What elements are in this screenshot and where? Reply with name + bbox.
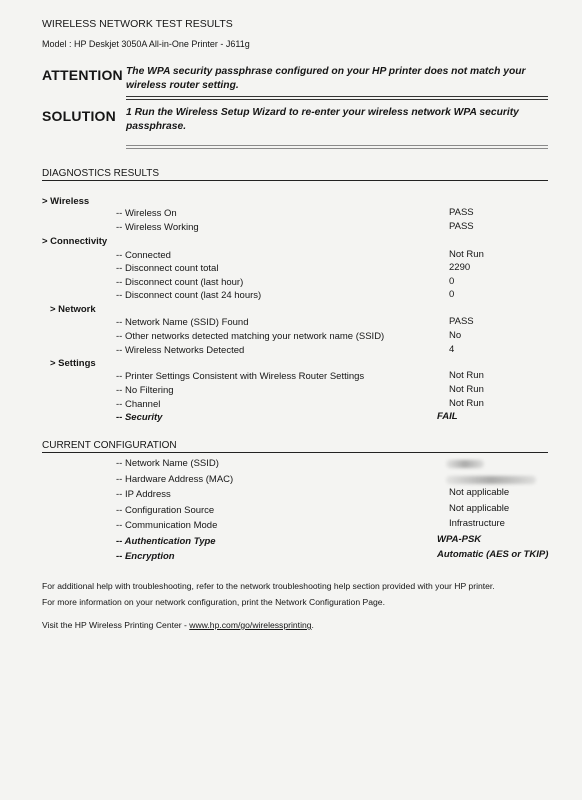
config-page-note: For more information on your network configuration, print the Network Configuration Page. xyxy=(42,597,385,607)
visit-prefix: Visit the HP Wireless Printing Center - xyxy=(42,620,190,630)
test-item-name: -- Wireless Networks Detected xyxy=(116,345,245,356)
test-item-name: -- Disconnect count total xyxy=(116,263,219,274)
config-item-name-encryption: -- Encryption xyxy=(116,551,175,562)
test-item-name: -- Channel xyxy=(116,399,161,410)
test-item-result: 4 xyxy=(449,344,455,355)
solution-divider xyxy=(126,145,548,149)
wireless-printing-link[interactable]: www.hp.com/go/wirelessprinting xyxy=(189,620,312,630)
test-item-result: Not Run xyxy=(449,249,484,260)
config-item-name: -- Hardware Address (MAC) xyxy=(116,474,234,485)
test-item-name: -- No Filtering xyxy=(116,385,174,396)
printer-model: Model : HP Deskjet 3050A All-in-One Printer - J611g xyxy=(42,39,250,49)
attention-label: ATTENTION xyxy=(42,67,123,83)
test-item-result: 0 xyxy=(449,276,455,287)
test-item-result: 0 xyxy=(449,289,455,300)
visit-suffix: . xyxy=(311,620,314,630)
test-item-result: No xyxy=(449,330,462,341)
test-item-result: PASS xyxy=(449,316,474,327)
category-wireless: > Wireless xyxy=(42,196,90,207)
test-item-result: 2290 xyxy=(449,262,471,273)
config-item-name: -- Network Name (SSID) xyxy=(116,458,219,469)
test-item-result: PASS xyxy=(449,221,474,232)
configuration-heading: CURRENT CONFIGURATION xyxy=(42,440,177,451)
test-item-result: PASS xyxy=(449,207,474,218)
test-item-result-fail: FAIL xyxy=(437,411,458,422)
test-item-result: Not Run xyxy=(449,370,484,381)
category-network: > Network xyxy=(50,304,96,315)
solution-label: SOLUTION xyxy=(42,108,116,124)
test-item-result: Not Run xyxy=(449,384,484,395)
config-item-value: Not applicable xyxy=(449,487,510,498)
config-item-name-auth: -- Authentication Type xyxy=(116,536,216,547)
attention-message: The WPA security passphrase configured on your HP printer does not match your wireless router setting. xyxy=(126,66,526,91)
test-item-name: -- Disconnect count (last 24 hours) xyxy=(116,290,262,301)
test-item-name-security: -- Security xyxy=(116,412,163,423)
test-item-name: -- Network Name (SSID) Found xyxy=(116,317,249,328)
config-item-value: Not applicable xyxy=(449,503,510,514)
test-item-name: -- Connected xyxy=(116,250,171,261)
test-item-name: -- Wireless On xyxy=(116,208,177,219)
config-item-name: -- Communication Mode xyxy=(116,520,218,531)
report-title: WIRELESS NETWORK TEST RESULTS xyxy=(42,18,233,30)
diagnostics-heading: DIAGNOSTICS RESULTS xyxy=(42,168,160,179)
redacted-mac xyxy=(446,476,536,484)
redacted-ssid xyxy=(446,460,484,468)
config-item-name: -- IP Address xyxy=(116,489,171,500)
help-note: For additional help with troubleshooting, refer to the network troubleshooting help section provided with your HP printer. xyxy=(42,581,495,591)
test-item-name: -- Disconnect count (last hour) xyxy=(116,277,244,288)
test-item-name: -- Other networks detected matching your network name (SSID) xyxy=(116,331,385,342)
configuration-rule xyxy=(42,452,548,453)
category-connectivity: > Connectivity xyxy=(42,236,108,247)
config-item-name: -- Configuration Source xyxy=(116,505,215,516)
attention-divider xyxy=(126,96,548,100)
config-item-value: Infrastructure xyxy=(449,518,505,529)
category-settings: > Settings xyxy=(50,358,96,369)
visit-line xyxy=(42,620,314,630)
diagnostics-rule xyxy=(42,180,548,181)
solution-message: 1 Run the Wireless Setup Wizard to re-enter your wireless network WPA security passphrase. xyxy=(126,107,519,132)
test-item-name: -- Printer Settings Consistent with Wireless Router Settings xyxy=(116,371,365,382)
config-item-value-encryption: Automatic (AES or TKIP) xyxy=(437,549,549,560)
test-item-result: Not Run xyxy=(449,398,484,409)
test-item-name: -- Wireless Working xyxy=(116,222,199,233)
config-item-value-auth: WPA-PSK xyxy=(437,534,482,545)
